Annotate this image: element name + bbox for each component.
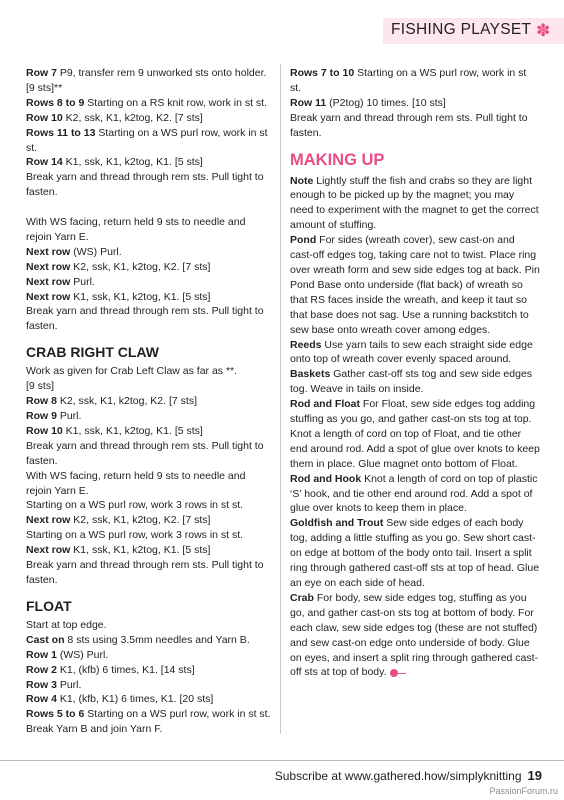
flower-icon: ✽ <box>536 21 551 40</box>
pattern-row: Rows 11 to 13 Starting on a WS purl row, work in st st. <box>26 126 268 154</box>
instruction-text: With WS facing, return held 9 sts to needle and rejoin Yarn E. <box>26 469 246 497</box>
making-up-step: Crab For body, sew side edges tog, stuffing as you go, and gather cast-on sts tog at bottom of body. For each claw, sew side edges tog (these are not stuffed) and sew cast-on edge onto underside of body. Glue on eyes, and insert a split ring through gathered cast-off sts at top of body. <box>290 591 539 679</box>
instruction-text: With WS facing, return held 9 sts to needle and rejoin Yarn E. <box>26 216 246 243</box>
pattern-row: Row 3 Purl. <box>26 678 82 691</box>
end-mark-icon <box>390 669 398 677</box>
pattern-row: Next row Purl. <box>26 275 95 288</box>
instruction-text: Work as given for Crab Left Claw as far as **. <box>26 365 238 378</box>
pattern-row: Next row (WS) Purl. <box>26 245 122 258</box>
left-column <box>26 66 274 737</box>
instruction-text: Starting on a WS purl row, work 3 rows in st st. <box>26 499 244 512</box>
pattern-row: Row 1 (WS) Purl. <box>26 648 109 661</box>
making-up-step: Rod and Float For Float, sew side edges tog adding stuffing as you go, and gather cast-on sts tog at top. Knot a length of cord on top of Float, and tie other end around rod. Add a spot of glue over knots to keep them in place. Glue magnet onto bottom of Float. <box>290 398 540 470</box>
making-up-step: Rod and Hook Knot a length of cord on top of plastic ‘S’ hook, and tie other end around rod. Add a spot of glue over knots to keep them in place. <box>290 472 538 515</box>
pattern-row: Next row K1, ssk, K1, k2tog, K1. [5 sts] <box>26 544 211 557</box>
pattern-row: Row 9 Purl. <box>26 410 82 423</box>
pattern-row: Rows 5 to 6 Starting on a WS purl row, work in st st. <box>26 708 271 721</box>
column-divider <box>280 64 281 734</box>
watermark: PassionForum.ru <box>489 786 558 796</box>
heading-crab-right-claw: CRAB RIGHT CLAW <box>26 344 159 361</box>
making-up-step: Baskets Gather cast-off sts tog and sew side edges tog. Weave in tails on inside. <box>290 368 533 396</box>
footer-rule <box>0 760 564 761</box>
section-title: FISHING PLAYSET <box>391 21 532 38</box>
instruction-text: Break yarn and thread through rem sts. Pull tight to fasten. <box>26 439 264 467</box>
pattern-row: Cast on 8 sts using 3.5mm needles and Yarn B. <box>26 633 250 646</box>
making-up-step: Note Lightly stuff the fish and crabs so they are light enough to be picked up by the magnet; you may need to experiment with the magnet to get the correct amount of stuffing. <box>290 174 539 232</box>
making-up-step: Reeds Use yarn tails to sew each straight side edge onto top of wreath cover evenly spaced around. <box>290 338 533 366</box>
pattern-row: Row 7 P9, transfer rem 9 unworked sts onto holder. [9 sts]** <box>26 67 267 94</box>
instruction-text: Break Yarn B and join Yarn F. <box>26 723 163 736</box>
pattern-row: Row 8 K2, ssk, K1, k2tog, K2. [7 sts] <box>26 395 197 408</box>
right-column <box>290 66 540 680</box>
instruction-text: Break yarn and thread through rem sts. Pull tight to fasten. <box>26 171 264 199</box>
pattern-row: Next row K2, ssk, K1, k2tog, K2. [7 sts] <box>26 514 211 527</box>
pattern-row: Rows 7 to 10 Starting on a WS purl row, work in st st. <box>290 67 527 94</box>
pattern-row: Rows 8 to 9 Starting on a RS knit row, work in st st. <box>26 96 268 109</box>
heading-making-up: MAKING UP <box>290 150 385 169</box>
making-up-step: Goldfish and Trout Sew side edges of each body tog, adding a little stuffing as you go. Sew short cast-on edge at bottom of the body onto tail. Insert a split ring through gathered cast-off sts at top of head. Glue an eye on each side of head. <box>290 517 540 589</box>
making-up-step: Pond For sides (wreath cover), sew cast-on and cast-off edges tog, taking care not to twist. Place ring over wreath form and sew side edges tog at back. Pin Pond Base onto underside (flat back) of wreath so that RS faces inside the wreath, and keep it taut so that base does not sag. Use a running backstitch to sew base onto wreath cover among edges. <box>290 234 540 336</box>
pattern-row: Row 4 K1, (kfb, K1) 6 times, K1. [20 sts] <box>26 693 214 706</box>
instruction-text: [9 sts] <box>26 380 55 393</box>
page-number: 19 <box>527 768 542 783</box>
instruction-text: Break yarn and thread through rem sts. Pull tight to fasten. <box>26 305 264 333</box>
instruction-text: Break yarn and thread through rem sts. Pull tight to fasten. <box>290 111 528 139</box>
pattern-row: Row 14 K1, ssk, K1, k2tog, K1. [5 sts] <box>26 156 203 169</box>
pattern-row: Row 10 K2, ssk, K1, k2tog, K2. [7 sts] <box>26 111 203 124</box>
instruction-text: Start at top edge. <box>26 618 107 631</box>
footer <box>275 768 542 783</box>
pattern-row: Row 11 (P2tog) 10 times. [10 sts] <box>290 96 446 109</box>
pattern-row: Next row K2, ssk, K1, k2tog, K2. [7 sts] <box>26 260 211 273</box>
pattern-row: Row 10 K1, ssk, K1, k2tog, K1. [5 sts] <box>26 424 203 437</box>
instruction-text: Starting on a WS purl row, work 3 rows in st st. <box>26 529 244 542</box>
subscribe-link[interactable]: Subscribe at www.gathered.how/simplyknitting <box>274 769 522 783</box>
pattern-row: Next row K1, ssk, K1, k2tog, K1. [5 sts] <box>26 290 211 303</box>
instruction-text: Break yarn and thread through rem sts. Pull tight to fasten. <box>26 559 264 586</box>
heading-float: FLOAT <box>26 597 72 614</box>
pattern-row: Row 2 K1, (kfb) 6 times, K1. [14 sts] <box>26 663 195 676</box>
